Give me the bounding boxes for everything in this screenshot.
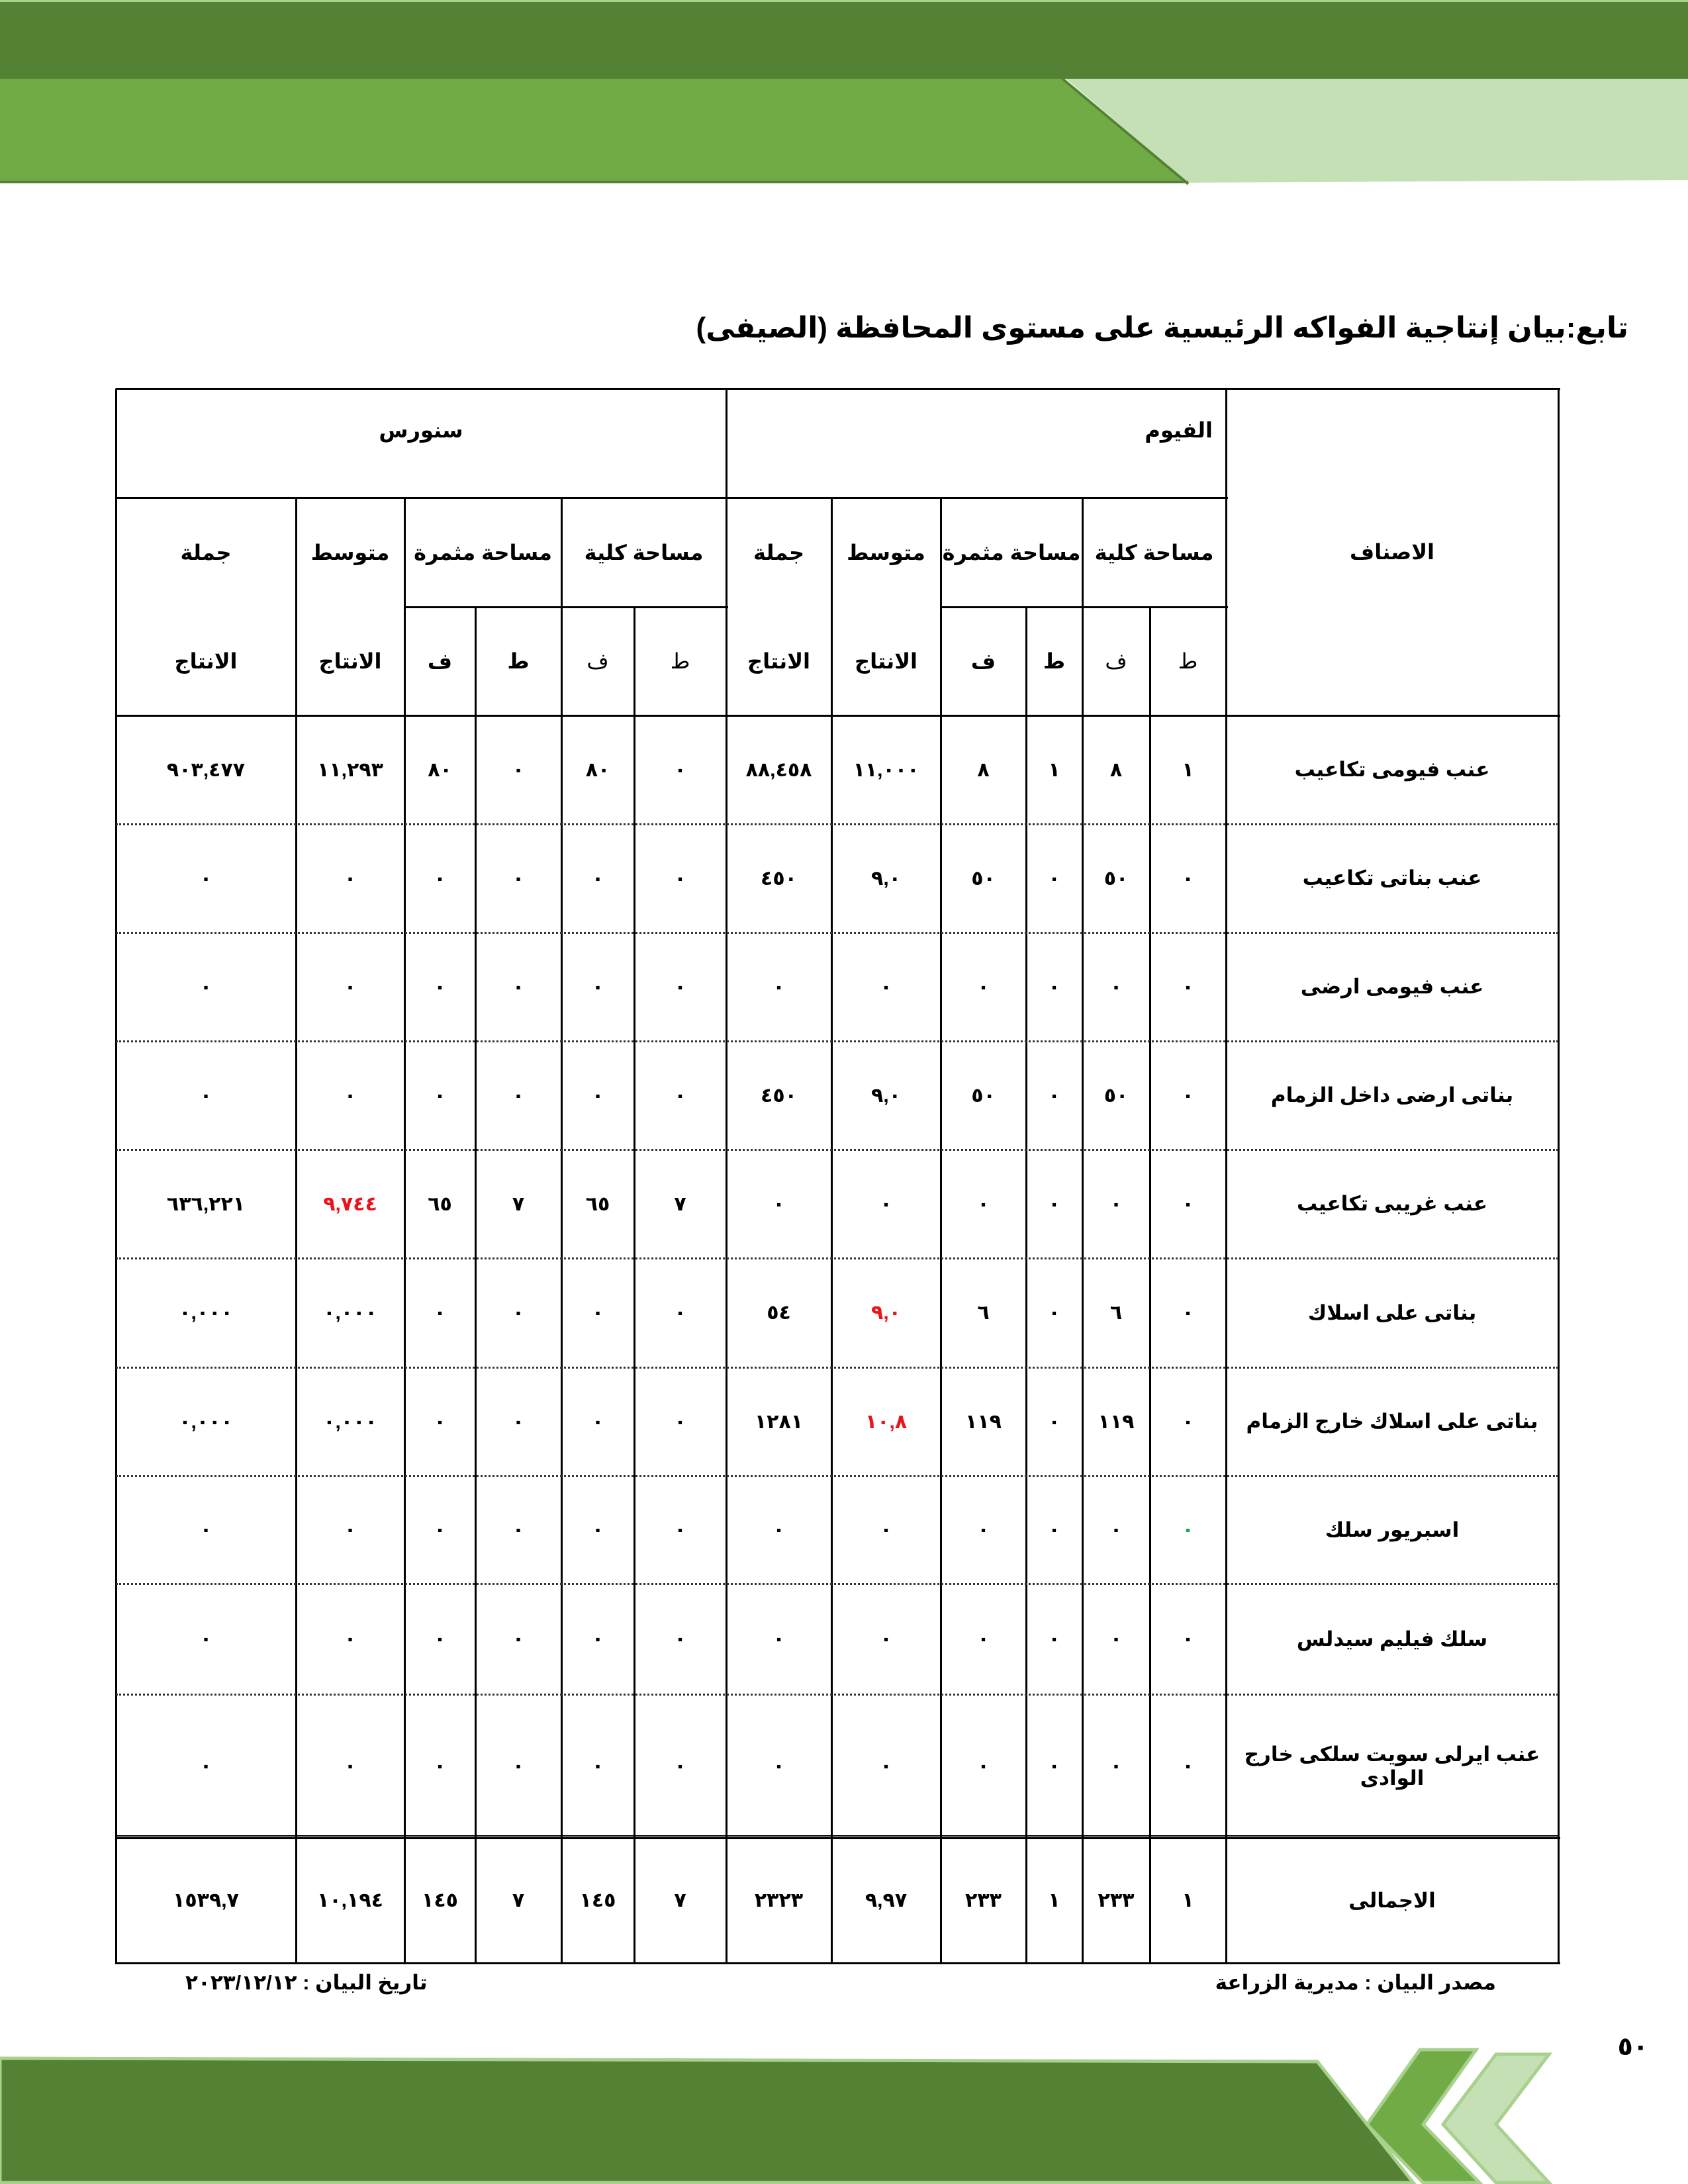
header-decoration (0, 0, 1688, 185)
sinnuris-total-area-f-cell: ٠ (591, 1302, 604, 1324)
sinnuris-fruiting-area-t-cell: ٠ (512, 1084, 525, 1107)
fayoum-fruiting-area-t-cell: ٠ (1048, 1519, 1060, 1541)
fayoum-fruiting-area-f-cell: ٥٠ (971, 867, 996, 889)
fayoum-total-production-cell: ٠ (773, 1628, 785, 1650)
sinnuris-total-area-f-cell: ٠ (591, 1519, 604, 1541)
sinnuris-total-production-cell: ٠ (199, 1084, 212, 1107)
fayoum-total-area-t-cell: ٠ (1182, 1755, 1194, 1777)
fayoum-total-area-f-cell: ٠ (1109, 1628, 1123, 1650)
fayoum-average-production-cell: ٠ (880, 976, 892, 998)
total-sinnuris-fruiting-area-t: ٧ (512, 1889, 525, 1911)
sinnuris-header-total-area-f: ف (586, 649, 609, 673)
fayoum-total-area-t-cell: ٠ (1182, 1519, 1194, 1541)
sinnuris-header-fruiting-area: مساحة مثمرة (414, 540, 552, 565)
fayoum-total-area-t-cell: ٠ (1182, 867, 1194, 889)
fayoum-average-production-cell: ١١,٠٠٠ (853, 758, 919, 781)
fayoum-fruiting-area-f-cell: ٠ (977, 1628, 990, 1650)
fayoum-total-area-t-cell: ٠ (1182, 1084, 1194, 1107)
sinnuris-fruiting-area-t-cell: ٠ (512, 867, 525, 889)
fayoum-total-production-cell: ٤٥٠ (761, 867, 797, 889)
sinnuris-header-fruiting-area-f: ف (427, 649, 453, 673)
fayoum-fruiting-area-t-cell: ٠ (1048, 1628, 1060, 1650)
fayoum-total-area-f-cell: ٦ (1109, 1302, 1123, 1324)
sinnuris-fruiting-area-t-cell: ٠ (512, 1410, 525, 1433)
sinnuris-total-production-cell: ٠ (199, 867, 212, 889)
row-variety-name: عنب فيومى تكاعيب (1294, 758, 1490, 781)
fayoum-total-area-t-cell: ٠ (1182, 1410, 1194, 1433)
fayoum-average-production-cell: ٠ (880, 1755, 892, 1777)
fayoum-total-area-f-cell: ٠ (1109, 976, 1123, 998)
fayoum-total-area-t-cell: ١ (1182, 758, 1194, 781)
sinnuris-fruiting-area-f-cell: ٠ (434, 1519, 446, 1541)
fayoum-total-area-f-cell: ١١٩ (1098, 1410, 1135, 1433)
sinnuris-total-area-t-cell: ٠ (674, 867, 686, 889)
row-variety-name: بناتى ارضى داخل الزمام (1270, 1083, 1514, 1107)
sinnuris-average-production-cell: ٠,٠٠٠ (323, 1302, 377, 1324)
row-variety-name: عنب ايرلى سويت سلكى خارج الوادى (1244, 1742, 1540, 1790)
sinnuris-average-production-cell: ٠ (344, 1628, 357, 1650)
sinnuris-fruiting-area-t-cell: ٠ (512, 758, 525, 781)
fayoum-fruiting-area-t-cell: ٠ (1048, 1302, 1060, 1324)
sinnuris-total-area-f-cell: ٠ (591, 1628, 604, 1650)
sinnuris-fruiting-area-f-cell: ٠ (434, 867, 446, 889)
sinnuris-total-area-f-cell: ٨٠ (585, 758, 610, 781)
sinnuris-total-area-t-cell: ٠ (674, 758, 686, 781)
fayoum-total-production-cell: ٠ (773, 1193, 785, 1215)
total-sinnuris-average-production: ١٠,١٩٤ (317, 1889, 383, 1911)
fayoum-fruiting-area-t-cell: ٠ (1048, 976, 1060, 998)
fayoum-header-fruiting-area-t: ط (1043, 649, 1066, 673)
fayoum-total-production-cell: ٠ (773, 976, 785, 998)
footer-banner (0, 2032, 1688, 2184)
sinnuris-total-production-cell: ٠,٠٠٠ (179, 1410, 233, 1433)
sinnuris-header-total-production: جملة (180, 540, 232, 565)
fayoum-total-area-f-cell: ٠ (1109, 1755, 1123, 1777)
sinnuris-total-production-cell: ٩٠٣,٤٧٧ (166, 758, 246, 781)
sinnuris-average-production-cell: ٠ (344, 1755, 357, 1777)
footer-decoration (0, 2032, 1688, 2184)
fayoum-header-average: متوسط (847, 540, 925, 565)
fayoum-header-fruiting-area: مساحة مثمرة (942, 540, 1081, 565)
sinnuris-fruiting-area-f-cell: ٠ (434, 1302, 446, 1324)
sinnuris-header-average-production: الانتاج (318, 649, 382, 673)
fayoum-fruiting-area-t-cell: ٠ (1048, 1755, 1060, 1777)
header-region-fayoum: الفيوم (1145, 418, 1213, 442)
fayoum-header-average-production: الانتاج (855, 649, 917, 673)
fayoum-fruiting-area-f-cell: ٠ (977, 976, 990, 998)
sinnuris-total-production-cell: ٦٣٦,٢٢١ (166, 1193, 246, 1215)
fayoum-average-production-cell: ٩,٠ (871, 1302, 901, 1324)
fayoum-total-area-t-cell: ٠ (1182, 1193, 1194, 1215)
sinnuris-total-production-cell: ٠,٠٠٠ (179, 1302, 233, 1324)
fayoum-average-production-cell: ٠ (880, 1628, 892, 1650)
sinnuris-fruiting-area-f-cell: ٠ (434, 1410, 446, 1433)
fayoum-fruiting-area-f-cell: ١١٩ (965, 1410, 1002, 1433)
total-sinnuris-total-area-t: ٧ (674, 1889, 686, 1911)
sinnuris-fruiting-area-f-cell: ٠ (434, 976, 446, 998)
total-fayoum-total-area-f: ٢٣٣ (1098, 1889, 1135, 1911)
fayoum-total-production-cell: ٥٤ (767, 1302, 791, 1324)
fayoum-total-production-cell: ٠ (773, 1519, 785, 1541)
page-number: ٥٠ (1617, 2033, 1648, 2061)
sinnuris-header-average: متوسط (310, 540, 390, 565)
fayoum-fruiting-area-t-cell: ٠ (1048, 1193, 1060, 1215)
page-title: تابع:بيان إنتاجية الفواكه الرئيسية على مستوى المحافظة (الصيفى) (696, 312, 1628, 344)
sinnuris-fruiting-area-t-cell: ٠ (512, 1755, 525, 1777)
fayoum-average-production-cell: ٩,٠ (871, 1084, 901, 1107)
sinnuris-fruiting-area-f-cell: ٠ (434, 1628, 446, 1650)
sinnuris-total-production-cell: ٠ (199, 976, 212, 998)
row-variety-name: عنب غريبى تكاعيب (1297, 1192, 1487, 1215)
sinnuris-total-area-t-cell: ٠ (674, 1084, 686, 1107)
sinnuris-total-production-cell: ٠ (199, 1755, 212, 1777)
fayoum-fruiting-area-f-cell: ٥٠ (971, 1084, 996, 1107)
sinnuris-total-area-t-cell: ٠ (674, 976, 686, 998)
sinnuris-fruiting-area-t-cell: ٠ (512, 976, 525, 998)
row-variety-name: سلك فيليم سيدلس (1296, 1627, 1488, 1651)
row-variety-name: اسبريور سلك (1325, 1518, 1460, 1541)
footer-dark-band (0, 2058, 1413, 2183)
sinnuris-total-area-t-cell: ٠ (674, 1519, 686, 1541)
fayoum-total-production-cell: ٨٨,٤٥٨ (745, 758, 812, 781)
sinnuris-average-production-cell: ٩,٧٤٤ (323, 1193, 377, 1215)
total-fayoum-fruiting-area-t: ١ (1048, 1889, 1060, 1911)
row-variety-name: بناتى على اسلاك (1307, 1300, 1477, 1324)
sinnuris-total-area-t-cell: ٠ (674, 1755, 686, 1777)
sinnuris-total-production-cell: ٠ (199, 1628, 212, 1650)
fayoum-total-area-f-cell: ٠ (1109, 1519, 1123, 1541)
sinnuris-total-area-f-cell: ٠ (591, 1410, 604, 1433)
fayoum-average-production-cell: ٠ (880, 1193, 892, 1215)
fayoum-total-area-t-cell: ٠ (1182, 976, 1194, 998)
sinnuris-total-area-f-cell: ٦٥ (585, 1193, 610, 1215)
total-row-label: الاجمالى (1348, 1888, 1436, 1912)
fayoum-average-production-cell: ٠ (880, 1519, 892, 1541)
sinnuris-header-total-area: مساحة كلية (584, 540, 704, 565)
fayoum-fruiting-area-f-cell: ٨ (977, 758, 990, 781)
total-sinnuris-total-area-f: ١٤٥ (579, 1889, 616, 1911)
header-dark-band (0, 2, 1688, 79)
fayoum-total-area-f-cell: ٠ (1109, 1193, 1123, 1215)
fayoum-fruiting-area-f-cell: ٠ (977, 1193, 990, 1215)
fayoum-total-area-f-cell: ٥٠ (1103, 1084, 1129, 1107)
sinnuris-average-production-cell: ٠ (344, 1519, 357, 1541)
sinnuris-total-area-f-cell: ٠ (591, 1755, 604, 1777)
total-fayoum-total-production: ٢٣٢٣ (754, 1889, 804, 1911)
fayoum-total-area-f-cell: ٨ (1109, 758, 1123, 781)
fayoum-average-production-cell: ٩,٠ (871, 867, 901, 889)
data-source-note: مصدر البيان : مديرية الزراعة (1215, 1971, 1496, 1994)
fayoum-header-total-area-f: ف (1105, 649, 1127, 673)
header-mid-band (0, 79, 1187, 183)
sinnuris-fruiting-area-f-cell: ٠ (434, 1084, 446, 1107)
row-variety-name: عنب فيومى ارضى (1300, 975, 1484, 998)
sinnuris-average-production-cell: ٠ (344, 976, 357, 998)
row-variety-name: عنب بناتى تكاعيب (1302, 866, 1482, 889)
header-banner (0, 0, 1688, 185)
sinnuris-header-total-production-label: الانتاج (174, 649, 238, 673)
total-sinnuris-fruiting-area-f: ١٤٥ (422, 1889, 458, 1911)
header-region-sinnuris: سنورس (379, 418, 463, 442)
sinnuris-fruiting-area-t-cell: ٠ (512, 1302, 525, 1324)
total-sinnuris-total-production: ١٥٣٩,٧ (173, 1889, 239, 1911)
sinnuris-fruiting-area-t-cell: ٠ (512, 1628, 525, 1650)
fayoum-total-production-cell: ٠ (773, 1755, 785, 1777)
sinnuris-average-production-cell: ٠ (344, 1084, 357, 1107)
fayoum-total-area-t-cell: ٠ (1182, 1302, 1194, 1324)
fayoum-total-area-f-cell: ٥٠ (1103, 867, 1129, 889)
total-fayoum-fruiting-area-f: ٢٣٣ (965, 1889, 1002, 1911)
sinnuris-total-area-t-cell: ٠ (674, 1302, 686, 1324)
sinnuris-fruiting-area-f-cell: ٦٥ (428, 1193, 452, 1215)
sinnuris-header-total-area-t: ط (670, 649, 690, 673)
fayoum-fruiting-area-t-cell: ١ (1048, 758, 1060, 781)
fayoum-fruiting-area-f-cell: ٠ (977, 1755, 990, 1777)
data-date-note: تاريخ البيان : ٢٠٢٣/١٢/١٢ (185, 1971, 428, 1994)
fayoum-fruiting-area-f-cell: ٦ (977, 1302, 990, 1324)
fayoum-fruiting-area-t-cell: ٠ (1048, 1084, 1060, 1107)
row-variety-name: بناتى على اسلاك خارج الزمام (1246, 1410, 1538, 1433)
fayoum-fruiting-area-f-cell: ٠ (977, 1519, 990, 1541)
sinnuris-average-production-cell: ٠ (344, 867, 357, 889)
header-varieties: الاصناف (1350, 540, 1434, 564)
fayoum-total-area-t-cell: ٠ (1182, 1628, 1194, 1650)
fayoum-fruiting-area-t-cell: ٠ (1048, 867, 1060, 889)
fayoum-header-fruiting-area-f: ف (970, 649, 996, 673)
sinnuris-average-production-cell: ٠,٠٠٠ (323, 1410, 377, 1433)
sinnuris-fruiting-area-f-cell: ٨٠ (428, 758, 452, 781)
fayoum-header-total-production: جملة (753, 540, 804, 565)
sinnuris-fruiting-area-t-cell: ٠ (512, 1519, 525, 1541)
total-fayoum-total-area-t: ١ (1182, 1889, 1194, 1911)
sinnuris-total-area-t-cell: ٠ (674, 1410, 686, 1433)
fayoum-header-total-area-t: ط (1178, 649, 1198, 673)
sinnuris-total-area-f-cell: ٠ (591, 1084, 604, 1107)
sinnuris-fruiting-area-t-cell: ٧ (512, 1193, 525, 1215)
sinnuris-total-production-cell: ٠ (199, 1519, 212, 1541)
sinnuris-header-fruiting-area-t: ط (507, 649, 530, 673)
sinnuris-total-area-t-cell: ٧ (674, 1193, 686, 1215)
sinnuris-fruiting-area-f-cell: ٠ (434, 1755, 446, 1777)
sinnuris-total-area-f-cell: ٠ (591, 976, 604, 998)
fayoum-total-production-cell: ٤٥٠ (761, 1084, 797, 1107)
header-top-edge (0, 0, 1688, 2)
fayoum-header-total-production-label: الانتاج (747, 649, 810, 673)
fayoum-fruiting-area-t-cell: ٠ (1048, 1410, 1060, 1433)
fayoum-header-total-area: مساحة كلية (1094, 540, 1214, 565)
sinnuris-average-production-cell: ١١,٢٩٣ (317, 758, 383, 781)
sinnuris-total-area-f-cell: ٠ (591, 867, 604, 889)
fayoum-average-production-cell: ١٠,٨ (865, 1410, 908, 1433)
header-bottom-edge (0, 181, 1188, 183)
fayoum-total-production-cell: ١٢٨١ (754, 1410, 804, 1433)
sinnuris-total-area-t-cell: ٠ (674, 1628, 686, 1650)
total-fayoum-average-production: ٩,٩٧ (865, 1889, 908, 1911)
